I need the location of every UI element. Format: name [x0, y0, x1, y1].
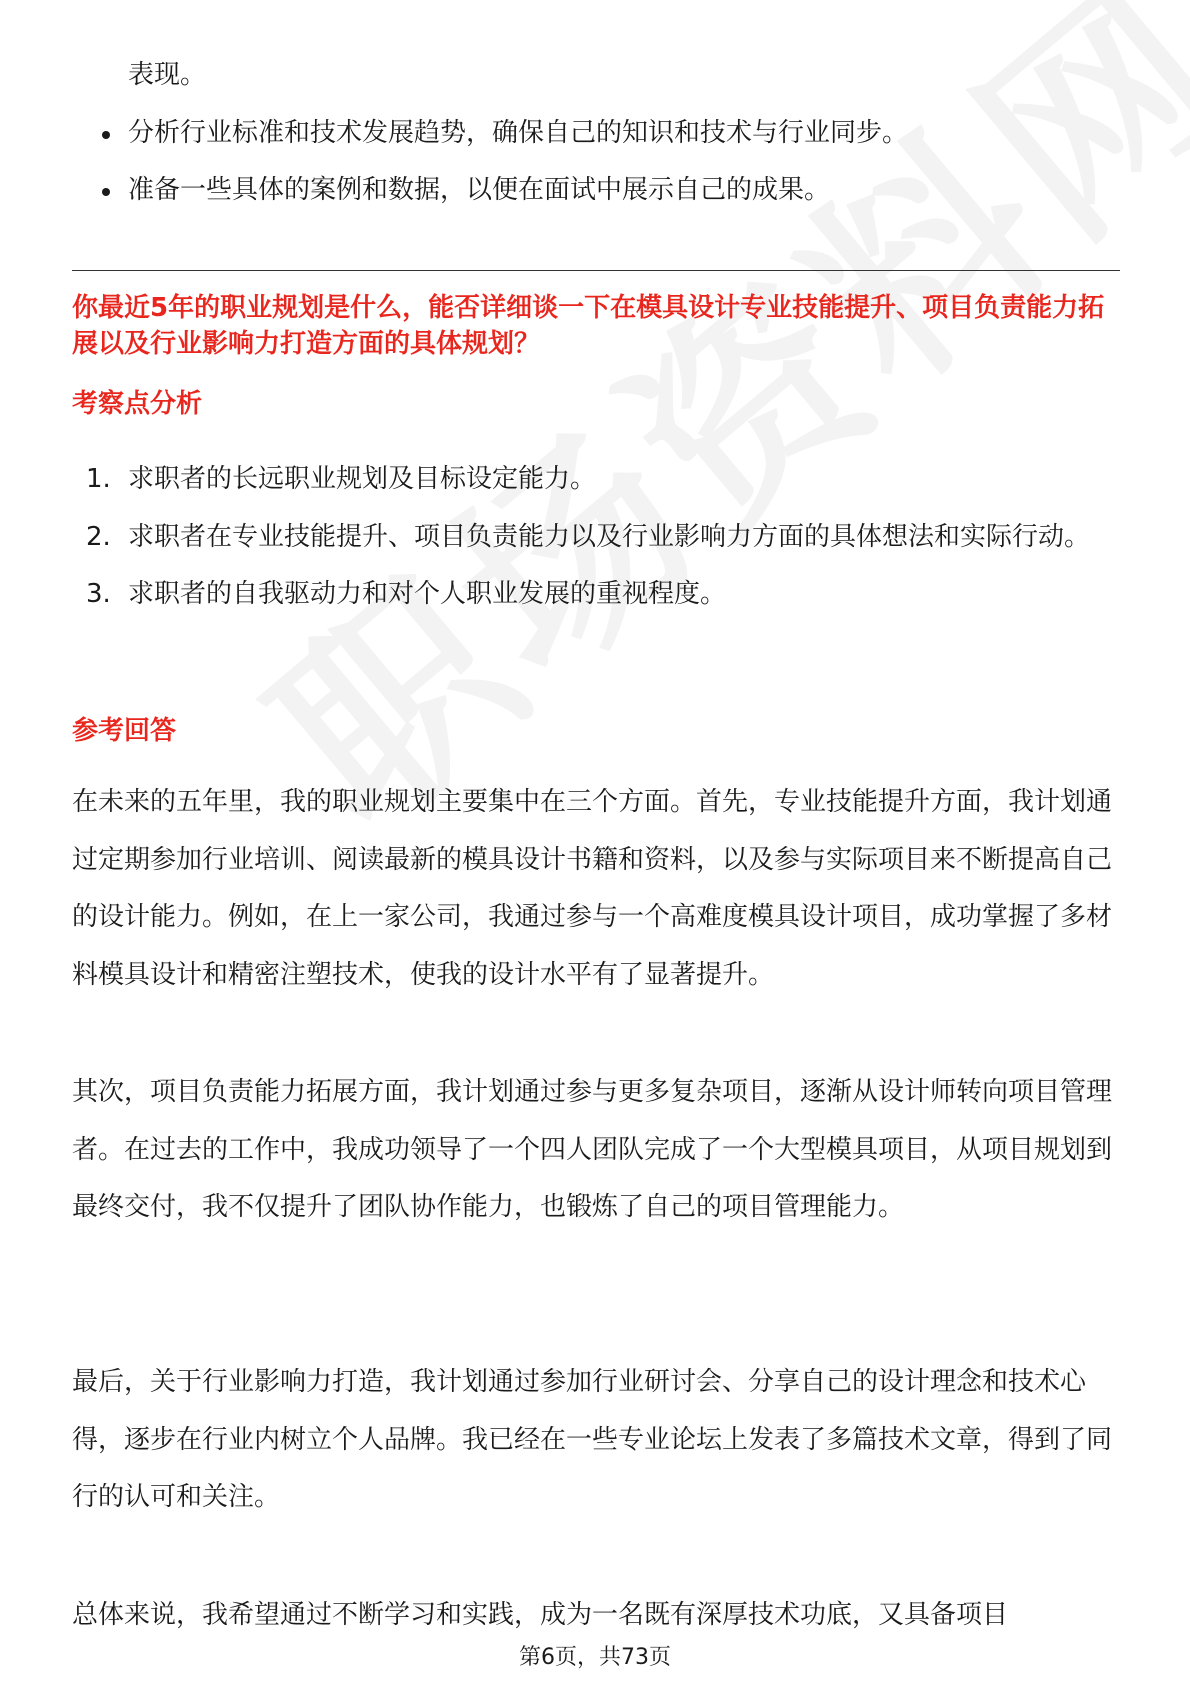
list-item — [72, 451, 1120, 509]
reference-title: 参考回答 — [72, 716, 177, 746]
section-divider — [72, 270, 1120, 271]
list-item: 准备一些具体的案例和数据，以便在面试中展示自己的成果。 — [72, 162, 1120, 220]
answer-paragraph: 在未来的五年里，我的职业规划主要集中在三个方面。首先，专业技能提升方面，我计划通过定期参加行业培训、阅读最新的模具设计书籍和资料，以及参与实际项目来不断提高自己的设计能力。例如，在上一家公司，我通过参与一个高难度模具设计项目，成功掌握了多材料模具设计和精密注塑技术，使我的设计水平有了显著提升。 — [72, 787, 1113, 990]
analysis-title: 考察点分析 — [72, 389, 203, 419]
list-number: 1. — [86, 464, 111, 494]
analysis-list — [72, 451, 1120, 624]
answer-paragraph: 其次，项目负责能力拓展方面，我计划通过参与更多复杂项目，逐渐从设计师转向项目管理者。在过去的工作中，我成功领导了一个四人团队完成了一个大型模具项目，从项目规划到最终交付，我不仅提升了团队协作能力，也锻炼了自己的项目管理能力。 — [72, 1077, 1113, 1222]
page-number: 第6页，共73页 — [519, 1645, 671, 1670]
list-item — [72, 509, 1120, 567]
question-heading: 你最近5年的职业规划是什么，能否详细谈一下在模具设计专业技能提升、项目负责能力拓展以及行业影响力打造方面的具体规划？ — [72, 293, 1105, 359]
answer-paragraph: 总体来说，我希望通过不断学习和实践，成为一名既有深厚技术功底，又具备项目 — [72, 1600, 1009, 1630]
list-number: 3. — [86, 579, 111, 609]
answer-paragraph: 最后，关于行业影响力打造，我计划通过参加行业研讨会、分享自己的设计理念和技术心得，逐步在行业内树立个人品牌。我已经在一些专业论坛上发表了多篇技术文章，得到了同行的认可和关注。 — [72, 1367, 1113, 1512]
bullet-list — [72, 47, 1120, 220]
list-number: 2. — [86, 521, 111, 552]
list-item-text: 求职者在专业技能提升、项目负责能力以及行业影响力方面的具体想法和实际行动。 — [128, 521, 1091, 552]
list-item: 分析行业标准和技术发展趋势，确保自己的知识和技术与行业同步。 — [72, 105, 1120, 163]
list-item-text: 求职者的长远职业规划及目标设定能力。 — [128, 464, 597, 494]
document-page — [72, 0, 1120, 1684]
list-item — [72, 566, 1120, 624]
list-item-text: 求职者的自我驱动力和对个人职业发展的重视程度。 — [128, 579, 727, 609]
list-item-continuation: 表现。 — [128, 60, 207, 90]
